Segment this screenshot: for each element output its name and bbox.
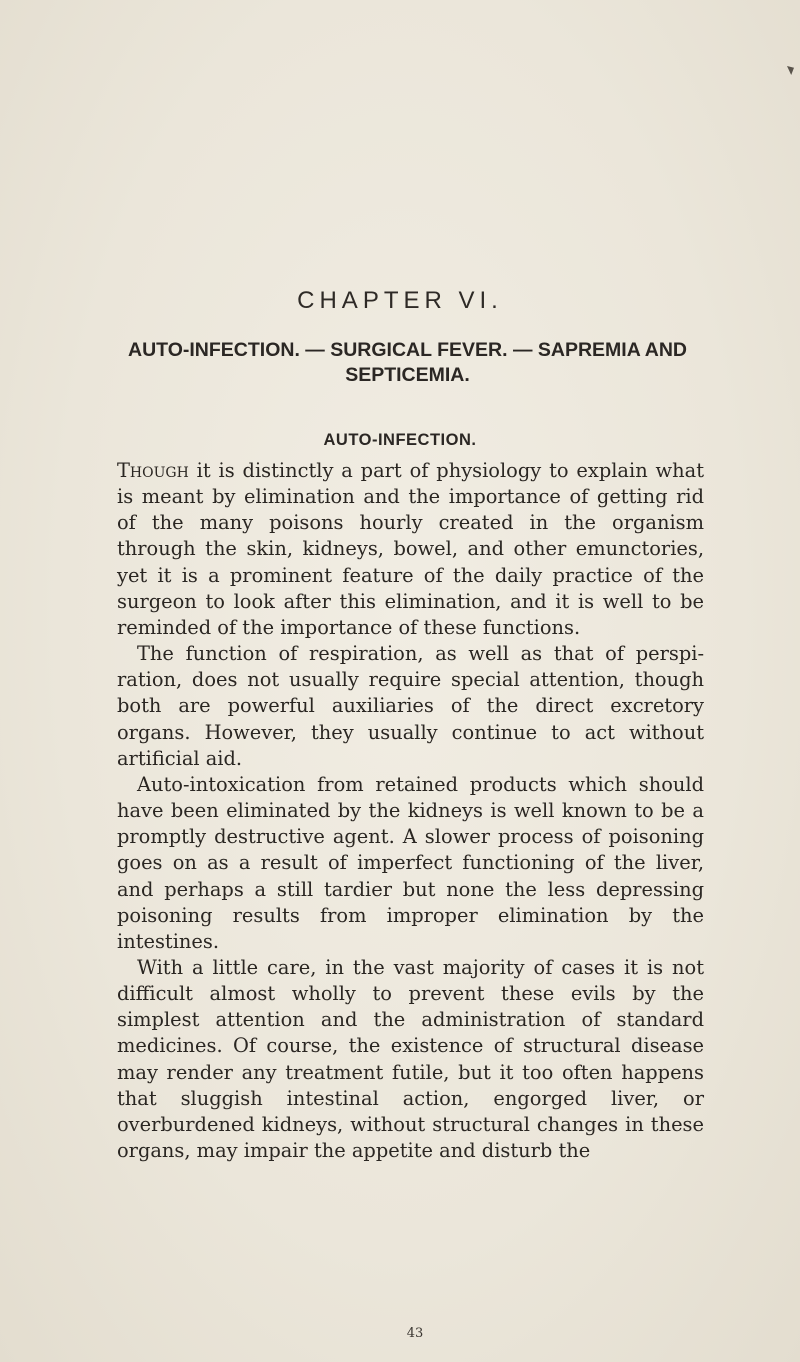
chapter-heading: CHAPTER VI. bbox=[297, 287, 503, 314]
body-text bbox=[117, 458, 704, 1164]
section-heading: AUTO-INFECTION. bbox=[323, 431, 477, 449]
page-number: 43 bbox=[406, 1326, 424, 1341]
paragraph-1 bbox=[117, 458, 704, 641]
paragraph-2: The function of respiration, as well as that of perspiration, does not usually require special attention, though both are powerful auxiliaries of the direct excretory organs. However, they usually continue to act without artificial aid. bbox=[117, 642, 704, 770]
scan-corner-mark bbox=[787, 66, 794, 75]
paragraph-4: With a little care, in the vast majority of cases it is not difficult almost wholly to prevent these evils by the simplest attention and the administration of standard medicines. Of course, the existence of structural disease may render any treatment futile, but it too often happens that sluggish intestinal action, engorged liver, or overburdened kidneys, without structural changes in these organs, may impair the appetite and disturb the bbox=[117, 955, 704, 1163]
chapter-title: AUTO-INFECTION. — SURGICAL FEVER. — SAPREMIA AND SEPTICEMIA. bbox=[127, 339, 688, 386]
paragraph-3: Auto-intoxication from retained products which should have been eliminated by the kidneys is well known to be a promptly destructive agent. A slower process of poisoning goes on as a result of imperfect functioning of the liver, and perhaps a still tardier but none the less depressing poisoning results from improper elimination by the intestines. bbox=[117, 772, 704, 953]
paragraph-lead-word: Though bbox=[117, 459, 189, 482]
paragraph-1-text: it is distinctly a part of physiology to explain what is meant by elimination and the importance of getting rid of the many poisons hourly created in the organism through the skin, kidneys, bowel, and other emunctories, yet it is a prominent feature of the daily practice of the surgeon to look after this elimination, and it is well to be reminded of the importance of these functions. bbox=[117, 459, 704, 639]
